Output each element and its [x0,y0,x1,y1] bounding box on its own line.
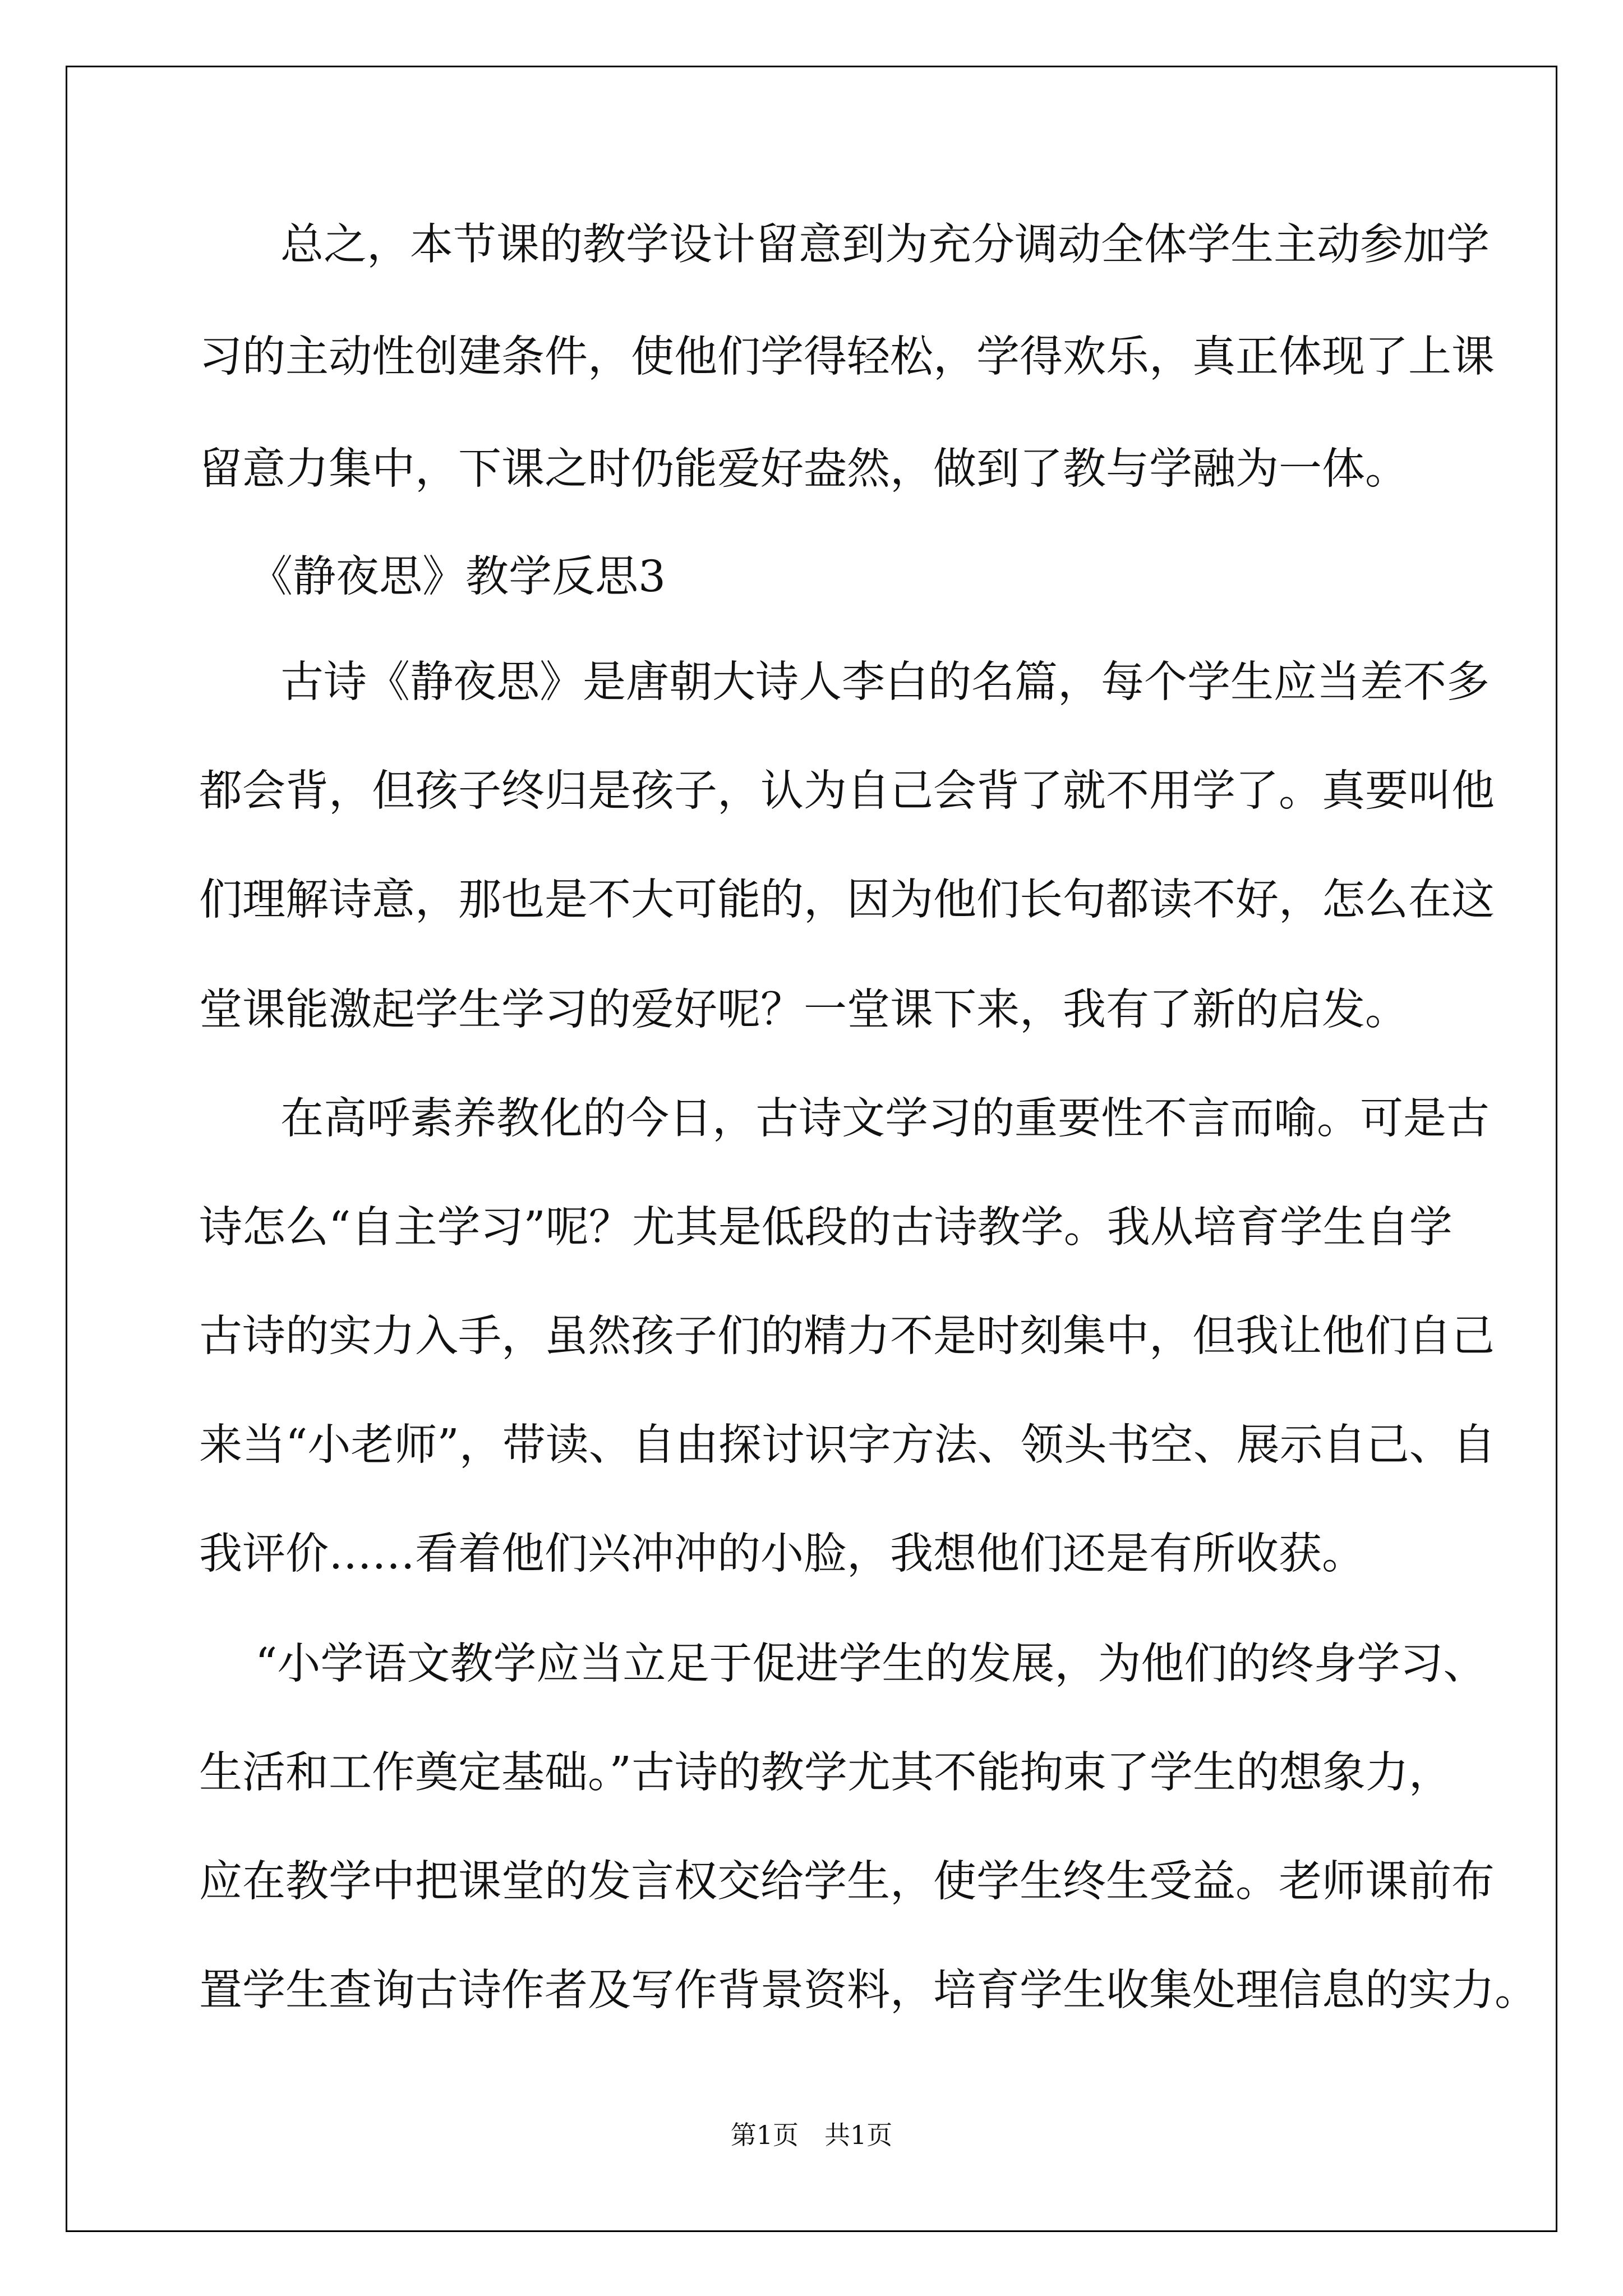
text-line: 都会背，但孩子终归是孩子，认为自己会背了就不用学了。真要叫他 [199,766,1495,816]
text-line: 们理解诗意，那也是不大可能的，因为他们长句都读不好，怎么在这 [199,875,1495,925]
page-number: 第1页 [730,2120,799,2150]
text-line: 在高呼素养教化的今日，古诗文学习的重要性不言而喻。可是古 [280,1094,1490,1144]
text-line: 来当“小老师”，带读、自由探讨识字方法、领头书空、展示自己、自 [199,1420,1496,1470]
text-line: 我评价……看着他们兴冲冲的小脸，我想他们还是有所收获。 [199,1529,1365,1579]
text-line: 古诗的实力入手，虽然孩子们的精力不是时刻集中，但我让他们自己 [199,1312,1495,1361]
text-line: 习的主动性创建条件，使他们学得轻松，学得欢乐，真正体现了上课 [199,332,1495,382]
text-line: 置学生查询古诗作者及写作背景资料，培育学生收集处理信息的实力。 [199,1966,1538,2016]
text-line: “小学语文教学应当立足于促进学生的发展，为他们的终身学习、 [255,1639,1487,1689]
text-line: 生活和工作奠定基础。”古诗的教学尤其不能拘束了学生的想象力， [199,1748,1452,1798]
text-line: 留意力集中，下课之时仍能爱好盎然，做到了教与学融为一体。 [199,444,1408,494]
text-line: 堂课能激起学生学习的爱好呢？一堂课下来，我有了新的启发。 [199,985,1408,1035]
page-total: 共1页 [824,2120,893,2150]
text-line: 诗怎么“自主学习”呢？尤其是低段的古诗教学。我从培育学生自学 [199,1203,1453,1253]
section-heading: 《静夜思》教学反思3 [250,552,666,602]
text-line: 古诗《静夜思》是唐朝大诗人李白的名篇，每个学生应当差不多 [280,657,1490,707]
text-line: 总之，本节课的教学设计留意到为充分调动全体学生主动参加学 [280,220,1490,270]
text-line: 应在教学中把课堂的发言权交给学生，使学生终生受益。老师课前布 [199,1857,1495,1907]
page-footer [0,2115,1623,2152]
